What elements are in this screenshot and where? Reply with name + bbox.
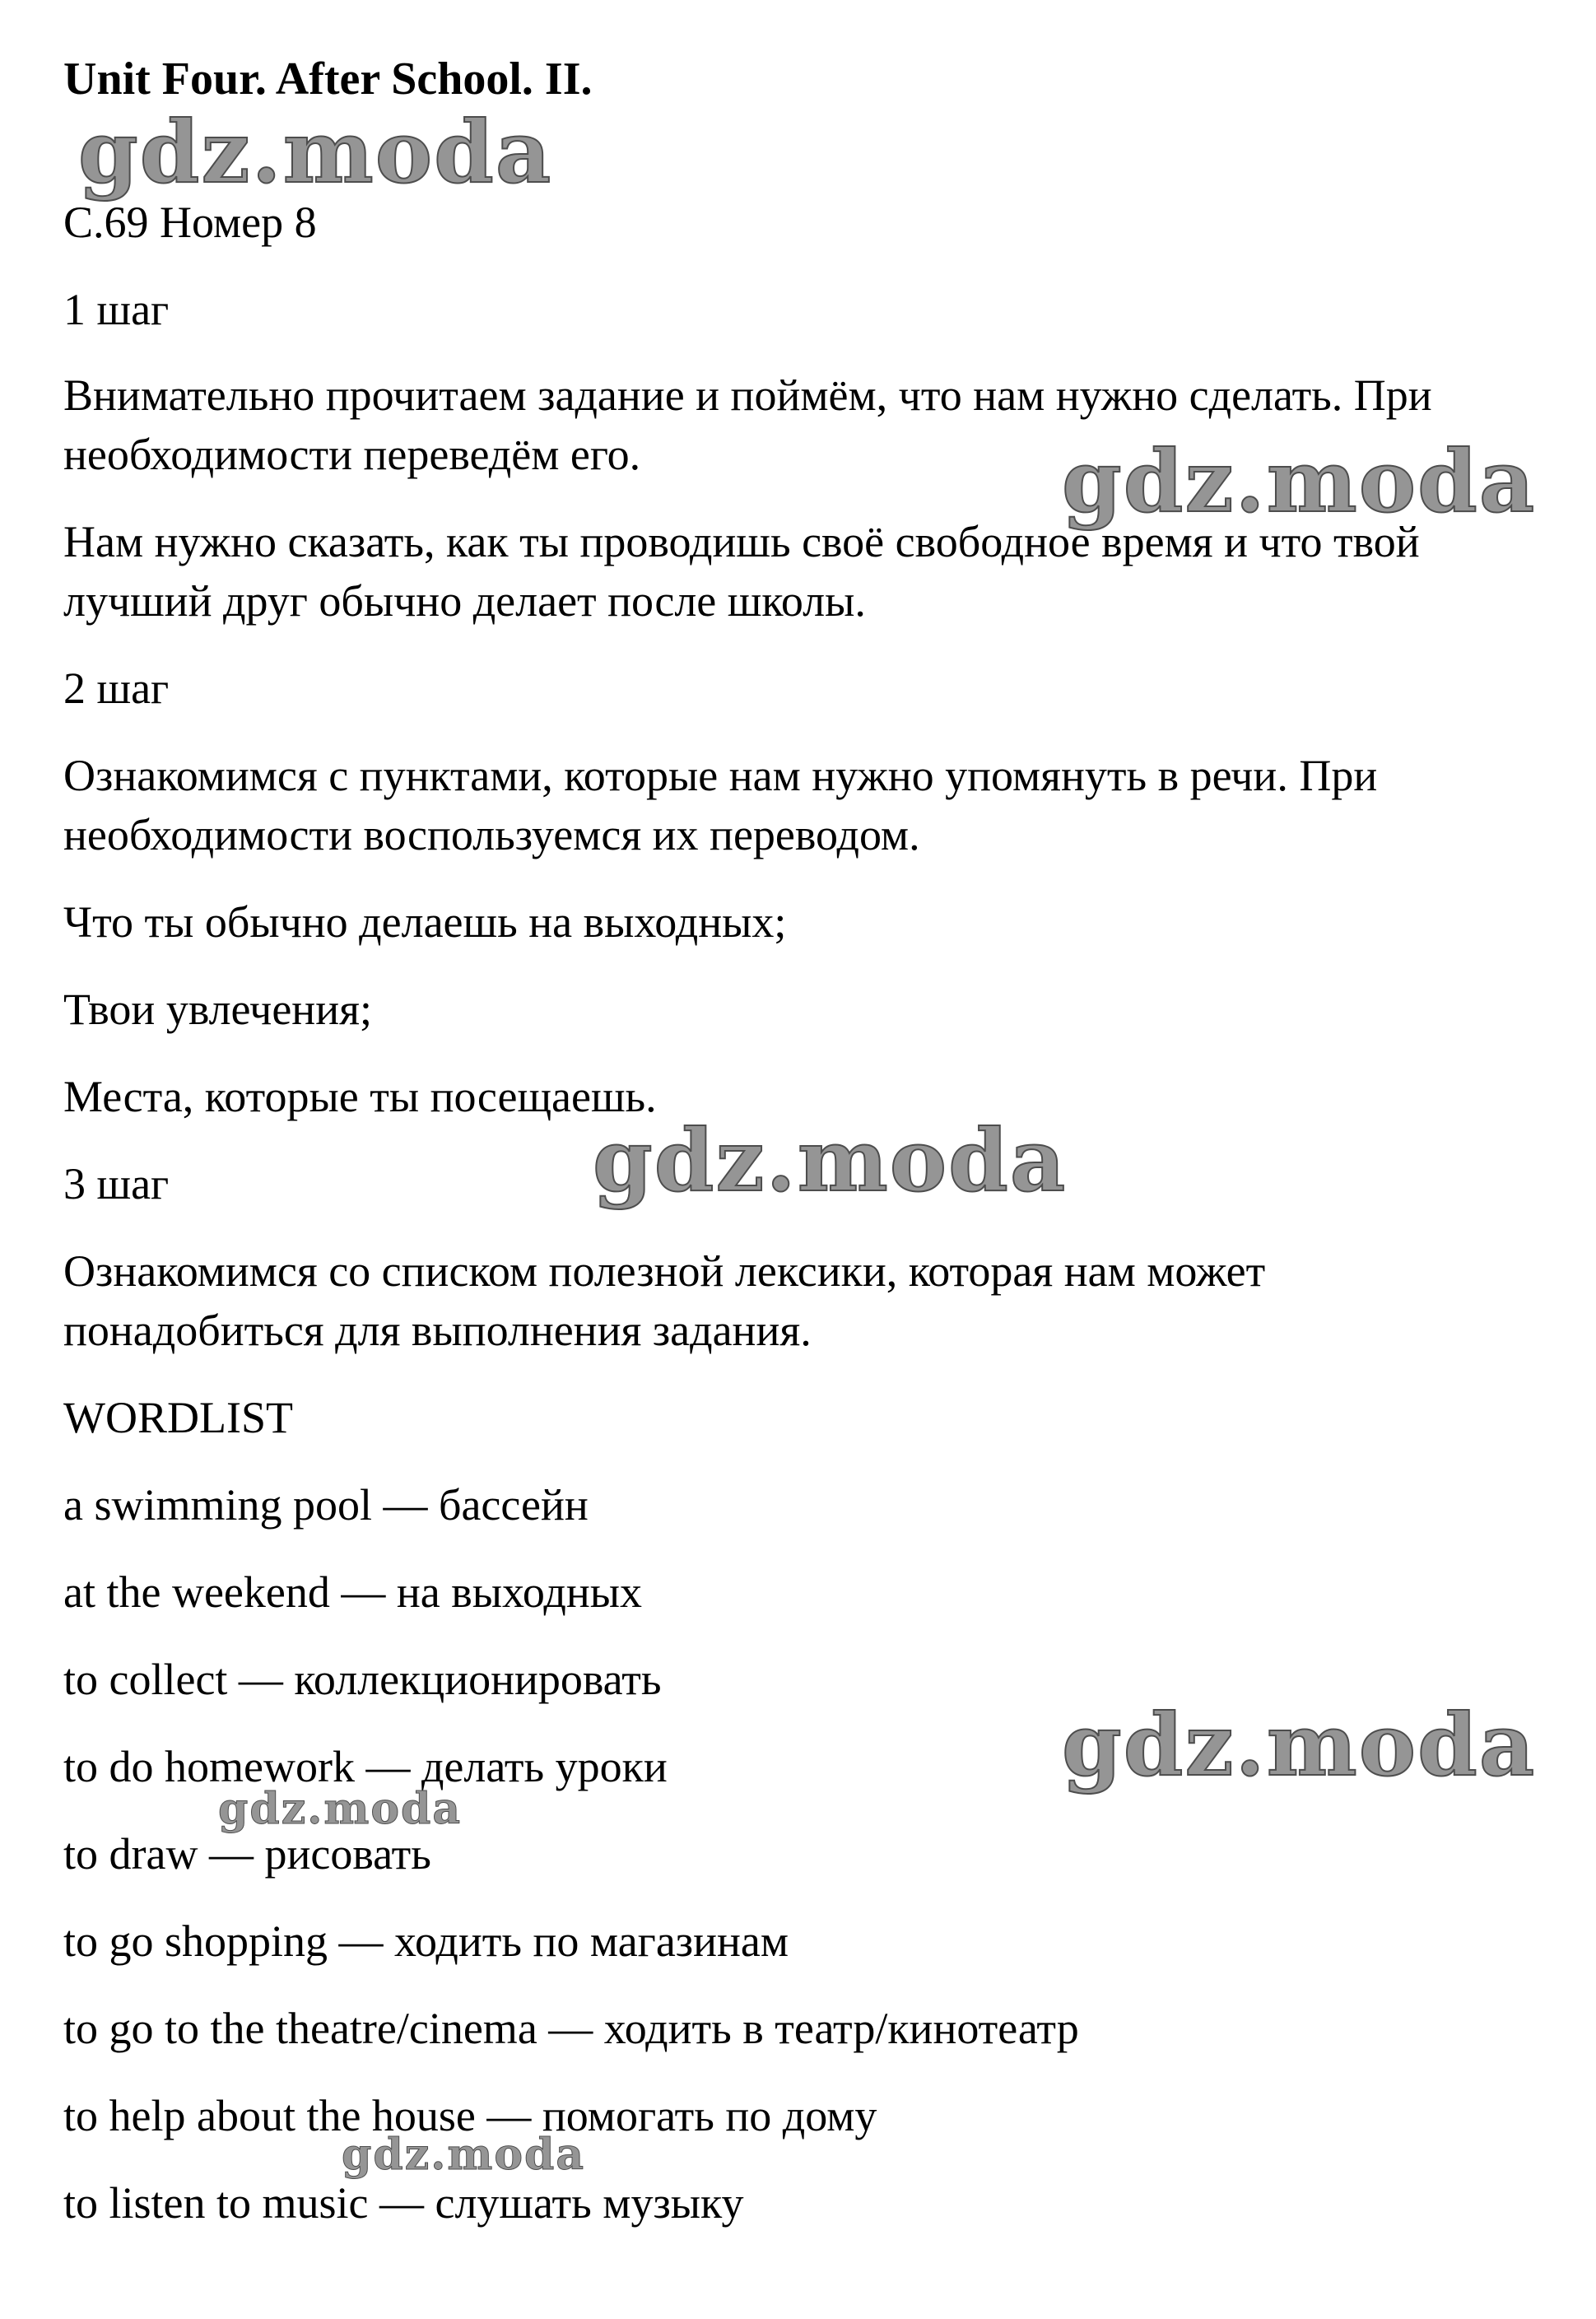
wordlist-item: to listen to music — слушать музыку — [63, 2178, 744, 2228]
step-2-paragraph-1-line-2: необходимости воспользуемся их переводом. — [63, 810, 920, 859]
step-3-paragraph-1-line-1: Ознакомимся со списком полезной лексики, которая нам может — [63, 1246, 1266, 1296]
step-1-label: 1 шаг — [63, 285, 170, 334]
step-3-paragraph-1-line-2: понадобиться для выполнения задания. — [63, 1306, 812, 1355]
wordlist-heading: WORDLIST — [63, 1393, 293, 1442]
watermark-logo: gdz.moda — [593, 1110, 1068, 1211]
wordlist-item: to draw — рисовать — [63, 1829, 431, 1879]
wordlist-item: to go shopping — ходить по магазинам — [63, 1916, 789, 1966]
wordlist-item: at the weekend — на выходных — [63, 1567, 643, 1617]
wordlist-item: to do homework — делать уроки — [63, 1742, 668, 1791]
watermark-logo: gdz.moda — [1062, 431, 1537, 532]
wordlist-item: to collect — коллекционировать — [63, 1655, 662, 1704]
page-reference: С.69 Номер 8 — [63, 198, 317, 247]
step-2-label: 2 шаг — [63, 664, 170, 713]
watermark-logo: gdz.moda — [218, 1784, 463, 1834]
watermark-logo: gdz.moda — [342, 2130, 586, 2180]
wordlist-item: to help about the house — помогать по дому — [63, 2091, 877, 2140]
step-2-point-2: Твои увлечения; — [63, 985, 372, 1034]
watermark-logo: gdz.moda — [78, 101, 553, 203]
wordlist-item: to go to the theatre/cinema — ходить в театр/кинотеатр — [63, 2004, 1079, 2053]
step-1-paragraph-2-line-1: Нам нужно сказать, как ты проводишь своё свободное время и что твой — [63, 517, 1420, 566]
step-1-paragraph-1-line-2: необходимости переведём его. — [63, 430, 641, 479]
watermark-logo: gdz.moda — [1062, 1694, 1537, 1795]
step-3-label: 3 шаг — [63, 1159, 170, 1208]
step-1-paragraph-1-line-1: Внимательно прочитаем задание и поймём, что нам нужно сделать. При — [63, 370, 1432, 420]
step-2-point-1: Что ты обычно делаешь на выходных; — [63, 897, 787, 947]
step-2-point-3: Места, которые ты посещаешь. — [63, 1072, 657, 1121]
step-1-paragraph-2-line-2: лучший друг обычно делает после школы. — [63, 576, 866, 626]
step-2-paragraph-1-line-1: Ознакомимся с пунктами, которые нам нужно упомянуть в речи. При — [63, 751, 1378, 800]
wordlist-item: a swimming pool — бассейн — [63, 1480, 589, 1530]
page-title: Unit Four. After School. II. — [63, 54, 593, 105]
